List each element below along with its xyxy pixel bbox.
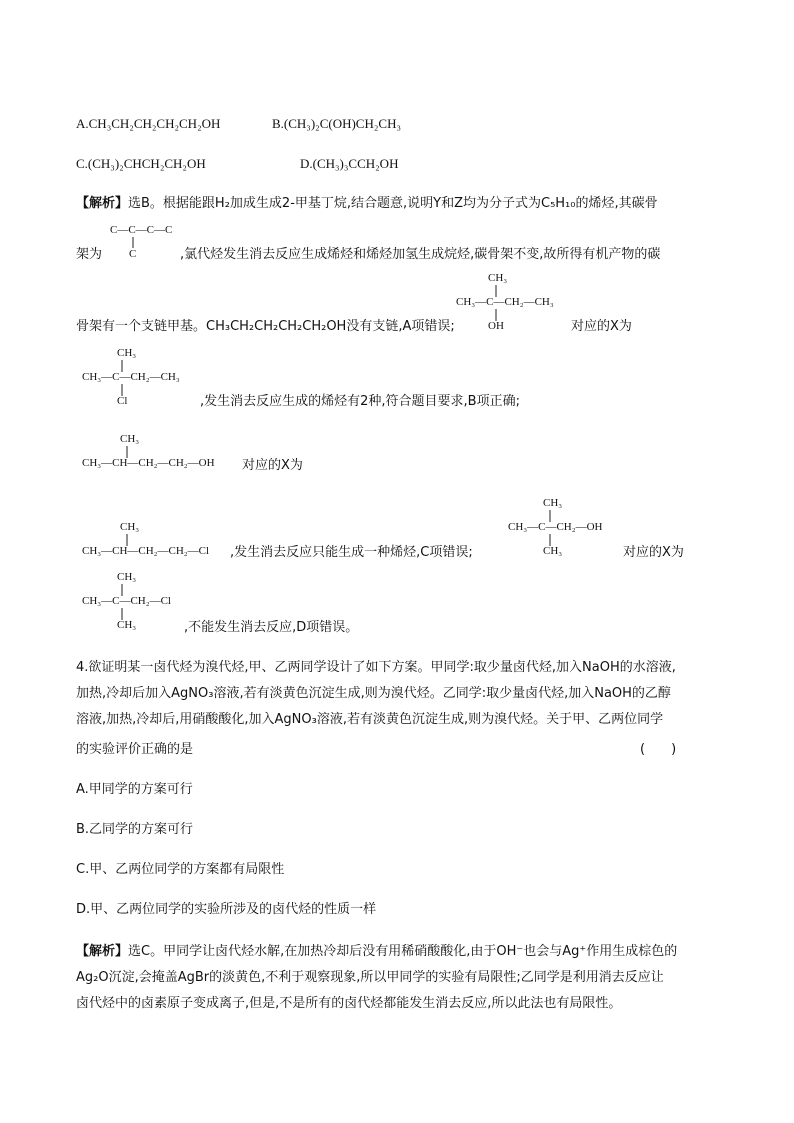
- structure-c-alcohol: [82, 433, 242, 473]
- struct-main: CH₃—C—CH₂—Cl: [82, 595, 171, 607]
- struct-bonds: [82, 521, 242, 561]
- q4-stem-line-4: 的实验评价正确的是: [76, 742, 194, 757]
- q3-analysis-line-5: 对应的X为: [242, 458, 303, 473]
- q4-answer-paren: ( ): [640, 742, 677, 757]
- q3-analysis-line-6b: 对应的X为: [623, 545, 684, 560]
- analysis-tag: 【解析】: [76, 196, 129, 211]
- q4-option-b: B.乙同学的方案可行: [76, 822, 194, 837]
- q4-analysis-line-2: Ag₂O沉淀,会掩盖AgBr的淡黄色,不利于观察现象,所以甲同学的实验有局限性;乙同学是利用消去反应让: [76, 970, 664, 985]
- analysis-text: 选C。甲同学让卤代烃水解,在加热冷却后没有用稀硝酸酸化,由于OH⁻也会与Ag⁺作用生成棕色的: [128, 944, 678, 959]
- struct-bonds: [82, 433, 242, 473]
- analysis-text: 选B。根据能跟H₂加成生成2-甲基丁烷,结合题意,说明Y和Z均为分子式为C₅H₁₀的烯烃,其碳骨: [128, 196, 658, 211]
- q3-analysis-line-2b: ,氯代烃发生消去反应生成烯烃和烯烃加氢生成烷烃,碳骨架不变,故所得有机产物的碳: [180, 247, 661, 262]
- struct-top: CH₃: [120, 521, 140, 533]
- q4-stem-line-1: 4.欲证明某一卤代烃为溴代烃,甲、乙两同学设计了如下方案。甲同学:取少量卤代烃,加入NaOH的水溶液,: [76, 660, 676, 675]
- q4-analysis-line-1: [76, 944, 677, 960]
- q4-option-d: D.甲、乙两位同学的实验所涉及的卤代烃的性质一样: [76, 902, 377, 917]
- q3-analysis-line-6a: ,发生消去反应只能生成一种烯烃,C项错误;: [230, 545, 473, 560]
- struct-top: CH₃: [488, 272, 508, 284]
- analysis-tag: 【解析】: [76, 944, 129, 959]
- struct-bottom: CH₃: [117, 619, 137, 631]
- skeleton-bond: [110, 224, 173, 264]
- struct-top: CH₃: [120, 433, 140, 445]
- struct-bonds: [456, 272, 576, 334]
- struct-bottom: Cl: [117, 395, 128, 407]
- q4-stem-line-3: 溶液,加热,冷却后,用硝酸酸化,加入AgNO₃溶液,若有淡黄色沉淀生成,则为溴代烃。关于甲、乙两位同学: [76, 712, 664, 727]
- struct-top: CH₃: [117, 571, 137, 583]
- q3-option-c: C.(CH₃)₂CHCH₂CH₂OH: [76, 156, 206, 171]
- struct-main: CH₃—C—CH₂—OH: [508, 521, 603, 533]
- q3-analysis-line-7: ,不能发生消去反应,D项错误。: [184, 620, 359, 635]
- struct-bottom: CH₃: [543, 545, 563, 557]
- skeleton-structure: [110, 224, 173, 264]
- q4-option-a: A.甲同学的方案可行: [76, 782, 193, 797]
- struct-main: CH₃—CH—CH₂—CH₂—OH: [82, 457, 215, 469]
- q3-analysis-line-2a: 架为: [76, 247, 103, 262]
- q3-analysis-line-4: ,发生消去反应生成的烯烃有2种,符合题目要求,B项正确;: [200, 394, 520, 409]
- structure-d-alcohol: [508, 497, 628, 559]
- struct-top: CH₃: [117, 347, 137, 359]
- struct-bonds: [82, 347, 202, 409]
- skeleton-main: C—C—C—C: [110, 224, 173, 236]
- struct-bottom: OH: [488, 320, 504, 332]
- q3-analysis-line-3: 骨架有一个支链甲基。CH₃CH₂CH₂CH₂CH₂OH没有支链,A项错误;: [76, 319, 455, 334]
- structure-c-chloride: [82, 521, 242, 561]
- q4-analysis-line-3: 卤代烃中的卤素原子变成离子,但是,不是所有的卤代烃都能发生消去反应,所以此法也有局限性。: [76, 996, 622, 1011]
- q3-option-a: A.CH₃CH₂CH₂CH₂CH₂OH: [76, 116, 221, 131]
- structure-b-chloride: [82, 347, 202, 409]
- q4-stem-line-2: 加热,冷却后加入AgNO₃溶液,若有淡黄色沉淀生成,则为溴代烃。乙同学:取少量卤代烃,加入NaOH的乙醇: [76, 686, 671, 701]
- struct-bonds: [508, 497, 628, 559]
- struct-top: CH₃: [543, 497, 563, 509]
- q3-analysis-line-3b: 对应的X为: [571, 319, 632, 334]
- q3-option-b: B.(CH₃)₂C(OH)CH₂CH₃: [272, 116, 401, 131]
- struct-main: CH₃—C—CH₂—CH₃: [456, 296, 554, 308]
- structure-b-alcohol: [456, 272, 576, 334]
- struct-main: CH₃—CH—CH₂—CH₂—Cl: [82, 545, 210, 557]
- struct-main: CH₃—C—CH₂—CH₃: [82, 371, 180, 383]
- q3-option-d: D.(CH₃)₃CCH₂OH: [300, 156, 399, 171]
- q4-option-c: C.甲、乙两位同学的方案都有局限性: [76, 862, 285, 877]
- q3-analysis-line-1: [76, 196, 658, 212]
- skeleton-branch: C: [129, 248, 137, 260]
